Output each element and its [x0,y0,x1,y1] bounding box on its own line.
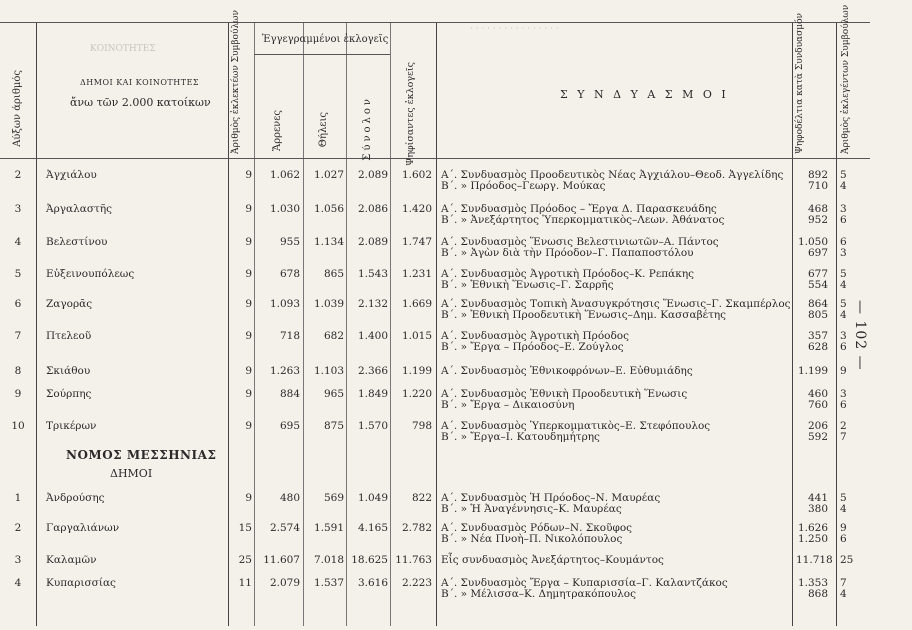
coalition-votes: 677 [807,268,828,280]
coalition-elected: 3 [840,247,847,259]
row-serial: 4 [14,577,22,589]
row-municipality: Γαργαλιάνων [46,522,120,534]
coalition-label: Α΄. Συνδυασμὸς Ἔργα – Κυπαρισσία–Γ. Καλαντζάκος [441,577,728,589]
coalition-votes: 710 [807,180,828,192]
header-top-rule [0,22,870,23]
row-total: 1.400 [357,330,388,342]
row-women: 1.039 [313,298,344,310]
coalition-label: Α΄. Συνδυασμὸς Πρόοδος – Ἔργα Δ. Παρασκευάδης [441,203,717,215]
coalition-votes: 357 [807,330,828,342]
row-seats: 11 [238,577,252,589]
row-municipality: Σκιάθου [46,365,91,377]
coalition-votes: 441 [807,492,828,504]
row-seats: 9 [245,365,252,377]
row-municipality: Ἀγχιάλου [46,169,97,181]
row-men: 695 [279,420,300,432]
row-total: 2.366 [357,365,388,377]
coalition-elected: 3 [840,330,847,342]
row-men: 1.030 [269,203,300,215]
row-men: 480 [279,492,300,504]
coalition-elected: 5 [840,268,847,280]
row-voted: 1.747 [401,236,432,248]
row-municipality: Κυπαρισσίας [46,577,116,589]
column-rule [346,22,347,626]
coalitions-header: Σ Υ Ν Δ Υ Α Σ Μ Ο Ι [560,88,729,101]
coalition-elected: 9 [840,522,847,534]
row-voted: 1.669 [401,298,432,310]
coalition-votes: 554 [807,279,828,291]
coalition-label: Β΄. » Ἔργα–Ι. Κατουδημήτρης [441,431,600,443]
coalition-votes: 892 [807,169,828,181]
bleed-through-text: ΚΟΙΝΟΤΗΤΕΣ [90,44,156,54]
coalition-elected: 25 [840,554,854,566]
coalition-votes: 11.718 [796,554,833,566]
header-sub-rule [254,54,390,55]
coalition-label: Α΄. Συνδυασμὸς Προοδευτικὸς Νέας Ἀγχιάλου–Θεοδ. Ἀγγελίδης [441,169,784,181]
header-bottom-rule [0,158,870,159]
coalition-label: Α΄. Συνδυασμὸς Ὑπερκομματικὸς–Ε. Στεφόπουλος [441,420,711,432]
row-seats: 9 [245,203,252,215]
coalition-votes: 697 [807,247,828,259]
votes-header: Ψηφοδέλτια κατὰ Συνδυασμόν [795,12,805,154]
row-municipality: Ἀργαλαστῆς [46,203,113,215]
coalition-elected: 5 [840,298,847,310]
row-serial: 4 [14,236,22,248]
row-women: 865 [323,268,344,280]
row-men: 1.093 [269,298,300,310]
page-number: — 102 — [852,300,868,371]
coalition-elected: 7 [840,577,847,589]
row-women: 1.027 [313,169,344,181]
row-seats: 9 [245,298,252,310]
coalition-label: Α΄. Συνδυασμὸς Ἐθνικὴ Προοδευτικὴ Ἕνωσις [441,388,688,400]
column-rule [792,22,793,626]
coalition-elected: 5 [840,169,847,181]
coalition-elected: 4 [840,279,847,291]
voted-header: Ψηφίσαντες ἐκλογεῖς [405,62,416,167]
row-serial: 2 [14,169,22,181]
column-rule [390,22,391,626]
row-voted: 1.231 [401,268,432,280]
coalition-elected: 4 [840,180,847,192]
coalition-votes: 805 [807,309,828,321]
row-serial: 5 [14,268,22,280]
elected-header: Ἀριθμὸς ἐκλεγέντων Συμβούλων [841,4,851,154]
coalition-label: Α΄. Συνδυασμὸς Ρόδων–Ν. Σκοῦφος [441,522,633,534]
coalition-label: Β΄. » Ἔργα – Δικαιοσύνη [441,399,575,411]
coalition-votes: 1.626 [797,522,828,534]
row-women: 569 [323,492,344,504]
coalition-elected: 6 [840,236,847,248]
registered-header: Ἐγγεγραμμένοι ἐκλογεῖς [262,34,389,45]
row-men: 1.263 [269,365,300,377]
row-serial: 2 [14,522,22,534]
row-total: 2.089 [357,169,388,181]
row-total: 3.616 [357,577,388,589]
coalition-votes: 468 [807,203,828,215]
coalition-elected: 6 [840,399,847,411]
coalition-label: Α΄. Συνδυασμὸς Ἕνωσις Βελεστινιωτῶν–Α. Πάντος [441,236,719,248]
column-rule [254,22,255,626]
row-municipality: Ζαγορᾶς [46,298,93,310]
row-women: 1.537 [313,577,344,589]
coalition-label: Β΄. » Ἀγὼν διὰ τὴν Πρόοδον–Γ. Παπαποστόλου [441,247,694,259]
row-serial: 10 [11,420,25,432]
row-municipality: Ἀνδρούσης [46,492,105,504]
row-men: 11.607 [263,554,300,566]
column-rule [228,22,229,626]
coalition-label: Α΄. Συνδυασμὸς Ἀγροτικὴ Πρόοδος [441,330,629,342]
coalition-elected: 6 [840,533,847,545]
row-seats: 9 [245,236,252,248]
row-total: 2.086 [357,203,388,215]
row-serial: 1 [14,492,22,504]
row-voted: 1.220 [401,388,432,400]
row-serial: 7 [14,330,22,342]
row-women: 1.056 [313,203,344,215]
row-municipality: Καλαμῶν [46,554,97,566]
row-seats: 9 [245,420,252,432]
coalition-label: Β΄. » Ἐθνικὴ Προοδευτικὴ Ἕνωσις–Δημ. Κασσαβέτης [441,309,727,321]
row-municipality: Τρικέρων [46,420,97,432]
row-seats: 15 [238,522,252,534]
total-header: Σύνολον [362,96,373,161]
row-women: 7.018 [313,554,344,566]
coalition-label: Β΄. » Μέλισσα–Κ. Δημητρακόπουλος [441,588,636,600]
row-serial: 3 [14,203,22,215]
coalition-label: Α΄. Συνδυασμὸς Ἐθνικοφρόνων–Ε. Εὐθυμιάδης [441,365,693,377]
row-municipality: Εὐξεινουπόλεως [46,268,135,280]
coalition-votes: 1.050 [797,236,828,248]
row-men: 884 [279,388,300,400]
coalition-votes: 760 [807,399,828,411]
row-serial: 9 [14,388,22,400]
row-total: 18.625 [351,554,388,566]
section-title: ΝΟΜΟΣ ΜΕΣΣΗΝΙΑΣ [66,448,217,462]
coalition-votes: 206 [807,420,828,432]
coalition-label: Εἷς συνδυασμὸς Ἀνεξάρτητος–Κουμάντος [441,554,664,566]
row-total: 1.849 [357,388,388,400]
row-seats: 9 [245,268,252,280]
coalition-votes: 868 [807,588,828,600]
row-serial: 6 [14,298,22,310]
serial-header: Αύξων άριθμός [12,70,23,147]
coalition-elected: 6 [840,214,847,226]
row-voted: 2.223 [401,577,432,589]
row-women: 1.134 [313,236,344,248]
coalition-label: Α΄. Συνδυασμὸς Ἡ Πρόοδος–Ν. Μαυρέας [441,492,661,504]
coalition-label: Β΄. » Ἔργα – Πρόοδος–Ε. Ζούγλος [441,341,624,353]
row-seats: 9 [245,492,252,504]
column-rule [836,22,837,626]
coalition-elected: 4 [840,503,847,515]
row-voted: 822 [411,492,432,504]
column-rule [303,22,304,626]
row-seats: 9 [245,169,252,181]
row-total: 2.089 [357,236,388,248]
women-header: Θήλεις [318,112,329,148]
coalition-label: Β΄. » Ἐθνικὴ Ἕνωσις–Γ. Σαρρῆς [441,279,614,291]
coalition-elected: 7 [840,431,847,443]
row-municipality: Πτελεοῦ [46,330,92,342]
coalition-votes: 380 [807,503,828,515]
coalition-votes: 592 [807,431,828,443]
row-total: 2.132 [357,298,388,310]
row-total: 1.049 [357,492,388,504]
coalition-elected: 3 [840,388,847,400]
row-women: 1.103 [313,365,344,377]
men-header: Ἄρρενες [272,110,283,152]
row-total: 1.543 [357,268,388,280]
coalition-votes: 460 [807,388,828,400]
coalition-elected: 2 [840,420,847,432]
row-men: 2.574 [269,522,300,534]
row-serial: 8 [14,365,22,377]
row-men: 955 [279,236,300,248]
row-total: 4.165 [357,522,388,534]
coalition-elected: 3 [840,203,847,215]
column-rule [36,22,37,626]
row-municipality: Βελεστίνου [46,236,108,248]
row-women: 875 [323,420,344,432]
row-women: 965 [323,388,344,400]
coalition-votes: 864 [807,298,828,310]
coalition-votes: 1.199 [797,365,828,377]
seats-header: Ἀριθμὸς ἐκλεκτέων Συμβούλων [231,10,241,154]
coalition-votes: 628 [807,341,828,353]
row-voted: 1.015 [401,330,432,342]
row-municipality: Σούρπης [46,388,92,400]
row-voted: 11.763 [395,554,432,566]
row-men: 1.062 [269,169,300,181]
row-men: 2.079 [269,577,300,589]
row-seats: 25 [238,554,252,566]
row-voted: 1.602 [401,169,432,181]
municipalities-header: ΔΗΜΟΙ ΚΑΙ ΚΟΙΝΟΤΗΤΕΣ [80,78,200,87]
column-rule [436,22,437,626]
coalition-label: Α΄. Συνδυασμὸς Τοπικὴ Ἀνασυγκρότησις Ἕνωσις–Γ. Σκαμπέρλος [441,298,791,310]
coalition-elected: 4 [840,309,847,321]
coalition-label: Β΄. » Ἀνεξάρτητος Ὑπερκομματικὸς–Λεων. Ἀθάνατος [441,214,725,226]
section-subtitle: ΔΗΜΟΙ [110,467,153,480]
row-women: 1.591 [313,522,344,534]
bleed-through-text: · · · · · · · · · · · · · · · · [470,24,559,34]
coalition-votes: 1.250 [797,533,828,545]
row-serial: 3 [14,554,22,566]
coalition-votes: 1.353 [797,577,828,589]
row-voted: 2.782 [401,522,432,534]
row-men: 678 [279,268,300,280]
row-total: 1.570 [357,420,388,432]
coalition-elected: 4 [840,588,847,600]
row-women: 682 [323,330,344,342]
coalition-elected: 9 [840,365,847,377]
coalition-elected: 6 [840,341,847,353]
row-voted: 1.199 [401,365,432,377]
row-voted: 798 [411,420,432,432]
row-voted: 1.420 [401,203,432,215]
coalition-votes: 952 [807,214,828,226]
row-seats: 9 [245,330,252,342]
municipalities-subheader: ἄνω τῶν 2.000 κατοίκων [70,96,211,109]
row-men: 718 [279,330,300,342]
coalition-label: Β΄. » Πρόοδος–Γεωργ. Μούκας [441,180,606,192]
coalition-label: Α΄. Συνδυασμὸς Ἀγροτικὴ Πρόοδος–Κ. Ρεπάκης [441,268,694,280]
coalition-label: Β΄. » Νέα Πνοὴ–Π. Νικολόπουλος [441,533,623,545]
coalition-label: Β΄. » Ἡ Ἀναγέννησις–Κ. Μαυρέας [441,503,622,515]
row-seats: 9 [245,388,252,400]
coalition-elected: 5 [840,492,847,504]
